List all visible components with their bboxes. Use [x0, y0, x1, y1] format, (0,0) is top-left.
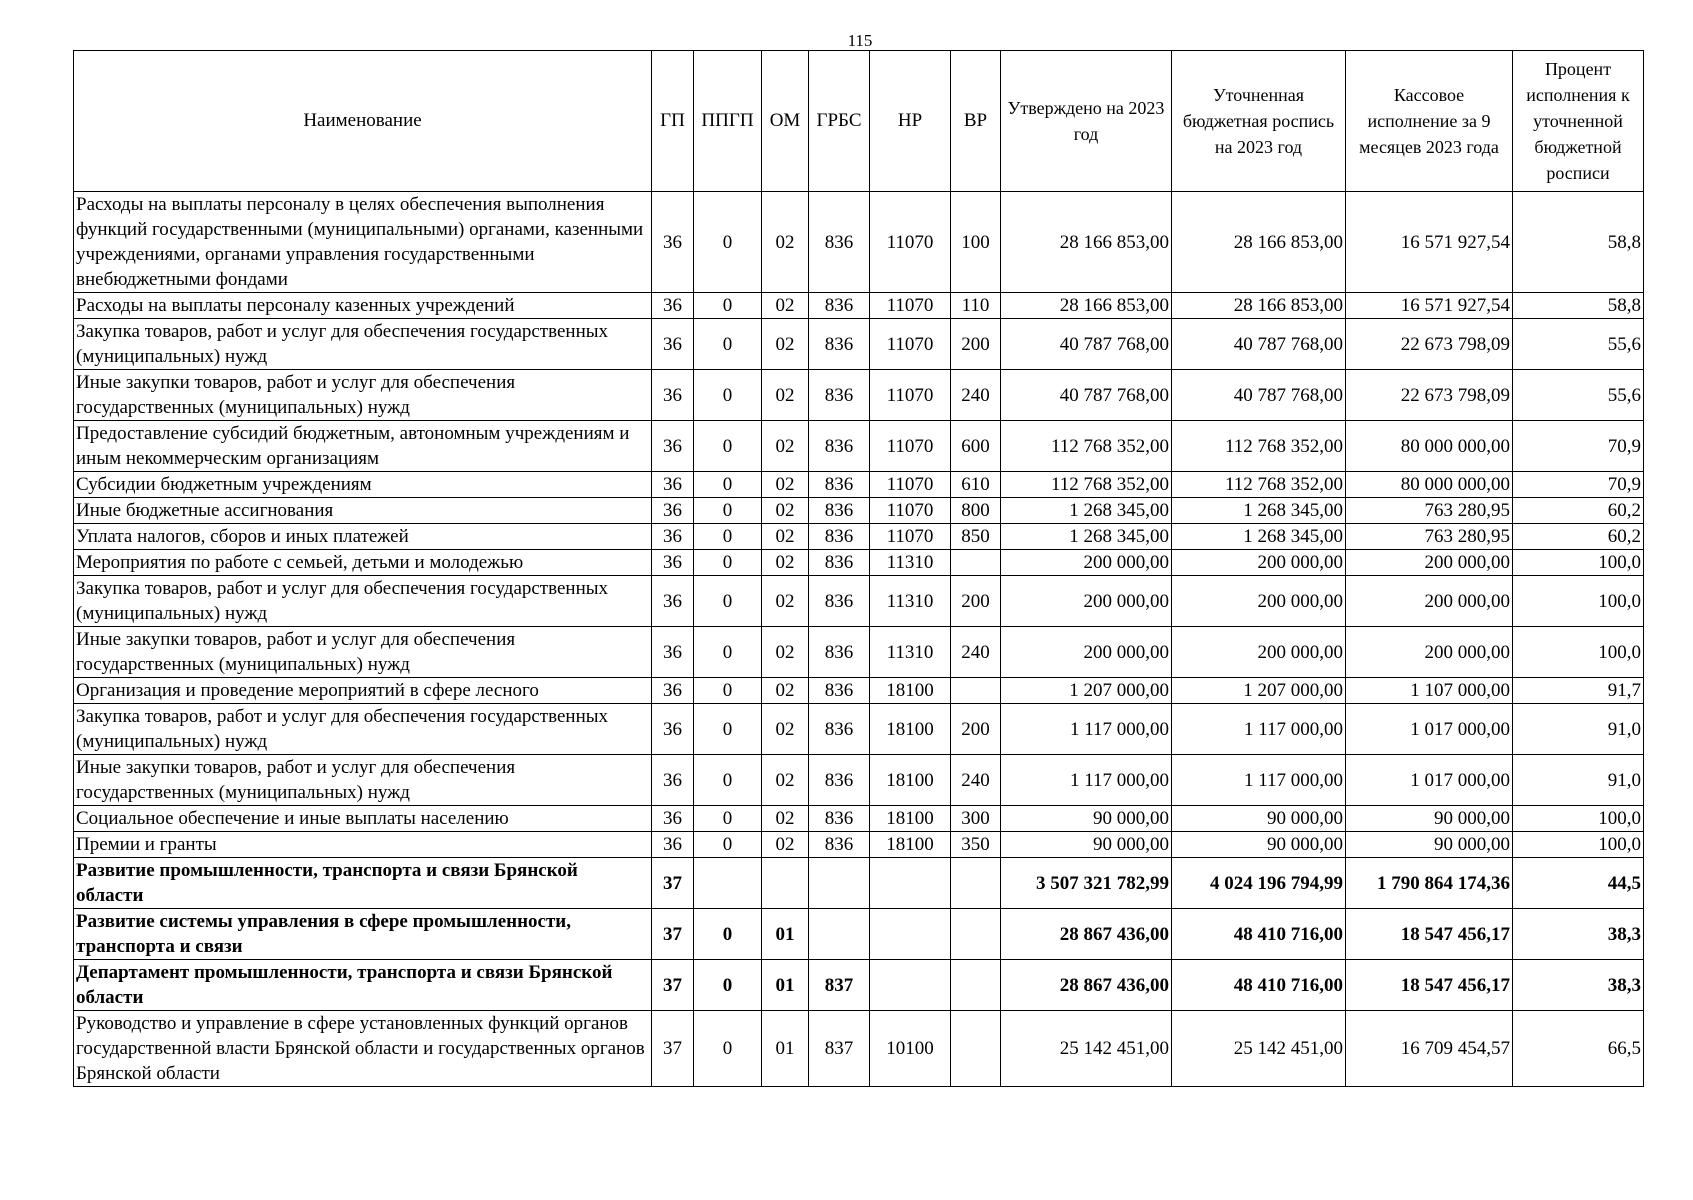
cell-approved: 90 000,00: [1001, 832, 1172, 858]
header-percent: Процент исполнения к уточненной бюджетной росписи: [1513, 51, 1644, 192]
cell-refined: 200 000,00: [1172, 576, 1346, 627]
cell-percent: 58,8: [1513, 293, 1644, 319]
cell-nr: 11310: [870, 576, 951, 627]
table-row: [74, 704, 1644, 755]
cell-approved: 28 166 853,00: [1001, 293, 1172, 319]
cell-grbs: 836: [809, 832, 870, 858]
cell-ppgp: 0: [694, 832, 762, 858]
cell-cash: 90 000,00: [1346, 806, 1513, 832]
cell-refined: 90 000,00: [1172, 806, 1346, 832]
cell-om: 02: [762, 319, 809, 370]
cell-approved: 3 507 321 782,99: [1001, 858, 1172, 909]
cell-name: Мероприятия по работе с семьей, детьми и молодежью: [74, 550, 652, 576]
cell-name: Закупка товаров, работ и услуг для обеспечения государственных (муниципальных) нужд: [74, 704, 652, 755]
cell-cash: 80 000 000,00: [1346, 472, 1513, 498]
header-vr: ВР: [951, 51, 1001, 192]
cell-om: 02: [762, 472, 809, 498]
cell-ppgp: 0: [694, 960, 762, 1011]
cell-vr: 110: [951, 293, 1001, 319]
cell-ppgp: 0: [694, 909, 762, 960]
cell-om: 02: [762, 832, 809, 858]
cell-nr: 18100: [870, 832, 951, 858]
cell-vr: 240: [951, 755, 1001, 806]
cell-name: Иные бюджетные ассигнования: [74, 498, 652, 524]
cell-ppgp: 0: [694, 192, 762, 293]
cell-gp: 36: [652, 678, 694, 704]
cell-grbs: 836: [809, 704, 870, 755]
cell-nr: 11310: [870, 550, 951, 576]
cell-name: Закупка товаров, работ и услуг для обеспечения государственных (муниципальных) нужд: [74, 319, 652, 370]
cell-grbs: [809, 858, 870, 909]
cell-ppgp: 0: [694, 524, 762, 550]
cell-nr: 11070: [870, 421, 951, 472]
header-grbs: ГРБС: [809, 51, 870, 192]
cell-cash: 200 000,00: [1346, 627, 1513, 678]
cell-gp: 36: [652, 627, 694, 678]
cell-refined: 25 142 451,00: [1172, 1011, 1346, 1087]
cell-vr: 200: [951, 576, 1001, 627]
header-om: ОМ: [762, 51, 809, 192]
cell-approved: 40 787 768,00: [1001, 370, 1172, 421]
table-row: [74, 960, 1644, 1011]
cell-refined: 112 768 352,00: [1172, 421, 1346, 472]
header-refined: Уточненная бюджетная роспись на 2023 год: [1172, 51, 1346, 192]
table-row: [74, 909, 1644, 960]
cell-name: Организация и проведение мероприятий в сфере лесного: [74, 678, 652, 704]
table-row: [74, 678, 1644, 704]
cell-cash: 16 571 927,54: [1346, 192, 1513, 293]
cell-refined: 28 166 853,00: [1172, 293, 1346, 319]
cell-percent: 55,6: [1513, 319, 1644, 370]
table-row: [74, 192, 1644, 293]
header-ppgp: ППГП: [694, 51, 762, 192]
cell-om: 02: [762, 627, 809, 678]
cell-approved: 1 117 000,00: [1001, 755, 1172, 806]
cell-grbs: 836: [809, 370, 870, 421]
cell-om: 01: [762, 909, 809, 960]
cell-cash: 1 017 000,00: [1346, 755, 1513, 806]
cell-approved: 1 268 345,00: [1001, 498, 1172, 524]
cell-ppgp: 0: [694, 704, 762, 755]
cell-name: Закупка товаров, работ и услуг для обеспечения государственных (муниципальных) нужд: [74, 576, 652, 627]
cell-om: 02: [762, 576, 809, 627]
cell-ppgp: 0: [694, 319, 762, 370]
cell-nr: 18100: [870, 704, 951, 755]
cell-name: Иные закупки товаров, работ и услуг для обеспечения государственных (муниципальных) нужд: [74, 755, 652, 806]
cell-cash: 90 000,00: [1346, 832, 1513, 858]
table-row: [74, 550, 1644, 576]
cell-percent: 70,9: [1513, 472, 1644, 498]
cell-vr: 100: [951, 192, 1001, 293]
cell-name: Предоставление субсидий бюджетным, автономным учреждениям и иным некоммерческим организациям: [74, 421, 652, 472]
cell-vr: 300: [951, 806, 1001, 832]
cell-om: 01: [762, 960, 809, 1011]
cell-om: 02: [762, 192, 809, 293]
cell-ppgp: 0: [694, 370, 762, 421]
cell-name: Субсидии бюджетным учреждениям: [74, 472, 652, 498]
cell-gp: 36: [652, 293, 694, 319]
table-row: [74, 858, 1644, 909]
cell-vr: 610: [951, 472, 1001, 498]
cell-refined: 1 207 000,00: [1172, 678, 1346, 704]
cell-gp: 36: [652, 755, 694, 806]
cell-approved: 28 867 436,00: [1001, 960, 1172, 1011]
cell-name: Развитие системы управления в сфере промышленности, транспорта и связи: [74, 909, 652, 960]
cell-cash: 1 107 000,00: [1346, 678, 1513, 704]
cell-approved: 1 268 345,00: [1001, 524, 1172, 550]
cell-nr: 11070: [870, 370, 951, 421]
cell-percent: 58,8: [1513, 192, 1644, 293]
cell-nr: 11070: [870, 524, 951, 550]
cell-om: 02: [762, 293, 809, 319]
table-row: [74, 524, 1644, 550]
cell-om: 02: [762, 678, 809, 704]
cell-percent: 66,5: [1513, 1011, 1644, 1087]
cell-nr: 10100: [870, 1011, 951, 1087]
cell-cash: 18 547 456,17: [1346, 960, 1513, 1011]
cell-cash: 763 280,95: [1346, 524, 1513, 550]
cell-nr: 11310: [870, 627, 951, 678]
table-row: [74, 370, 1644, 421]
cell-grbs: 836: [809, 627, 870, 678]
cell-refined: 48 410 716,00: [1172, 909, 1346, 960]
cell-vr: 200: [951, 319, 1001, 370]
table-row: [74, 627, 1644, 678]
cell-gp: 36: [652, 421, 694, 472]
cell-cash: 18 547 456,17: [1346, 909, 1513, 960]
cell-gp: 36: [652, 524, 694, 550]
cell-ppgp: 0: [694, 421, 762, 472]
cell-name: Расходы на выплаты персоналу казенных учреждений: [74, 293, 652, 319]
cell-vr: 200: [951, 704, 1001, 755]
cell-percent: 100,0: [1513, 806, 1644, 832]
cell-refined: 1 268 345,00: [1172, 498, 1346, 524]
cell-grbs: 836: [809, 550, 870, 576]
cell-nr: 11070: [870, 192, 951, 293]
cell-approved: 28 166 853,00: [1001, 192, 1172, 293]
cell-om: 02: [762, 370, 809, 421]
table-row: [74, 755, 1644, 806]
cell-percent: 91,0: [1513, 704, 1644, 755]
cell-om: 02: [762, 550, 809, 576]
table-row: [74, 319, 1644, 370]
cell-vr: 600: [951, 421, 1001, 472]
cell-vr: 850: [951, 524, 1001, 550]
cell-refined: 200 000,00: [1172, 550, 1346, 576]
cell-percent: 55,6: [1513, 370, 1644, 421]
cell-ppgp: 0: [694, 576, 762, 627]
cell-percent: 100,0: [1513, 627, 1644, 678]
cell-gp: 37: [652, 909, 694, 960]
cell-om: 02: [762, 755, 809, 806]
cell-nr: 18100: [870, 755, 951, 806]
cell-percent: 60,2: [1513, 524, 1644, 550]
cell-gp: 36: [652, 832, 694, 858]
cell-om: [762, 858, 809, 909]
cell-ppgp: 0: [694, 678, 762, 704]
cell-vr: [951, 858, 1001, 909]
cell-approved: 40 787 768,00: [1001, 319, 1172, 370]
cell-percent: 38,3: [1513, 960, 1644, 1011]
cell-percent: 44,5: [1513, 858, 1644, 909]
cell-cash: 22 673 798,09: [1346, 370, 1513, 421]
cell-cash: 200 000,00: [1346, 550, 1513, 576]
cell-refined: 28 166 853,00: [1172, 192, 1346, 293]
cell-ppgp: 0: [694, 755, 762, 806]
header-cash: Кассовое исполнение за 9 месяцев 2023 года: [1346, 51, 1513, 192]
table-row: [74, 421, 1644, 472]
cell-approved: 112 768 352,00: [1001, 421, 1172, 472]
cell-grbs: 836: [809, 498, 870, 524]
cell-name: Социальное обеспечение и иные выплаты населению: [74, 806, 652, 832]
cell-percent: 60,2: [1513, 498, 1644, 524]
cell-nr: 11070: [870, 498, 951, 524]
cell-approved: 200 000,00: [1001, 550, 1172, 576]
cell-refined: 1 117 000,00: [1172, 755, 1346, 806]
cell-percent: 100,0: [1513, 550, 1644, 576]
cell-percent: 70,9: [1513, 421, 1644, 472]
table-body: [74, 192, 1644, 1087]
cell-percent: 91,7: [1513, 678, 1644, 704]
cell-cash: 763 280,95: [1346, 498, 1513, 524]
header-gp: ГП: [652, 51, 694, 192]
cell-gp: 36: [652, 806, 694, 832]
cell-grbs: 836: [809, 524, 870, 550]
cell-approved: 28 867 436,00: [1001, 909, 1172, 960]
cell-refined: 112 768 352,00: [1172, 472, 1346, 498]
cell-gp: 37: [652, 960, 694, 1011]
cell-ppgp: 0: [694, 498, 762, 524]
header-nr: НР: [870, 51, 951, 192]
cell-name: Департамент промышленности, транспорта и связи Брянской области: [74, 960, 652, 1011]
table-header-row: [74, 51, 1644, 192]
cell-om: 02: [762, 524, 809, 550]
cell-grbs: 836: [809, 192, 870, 293]
cell-approved: 1 207 000,00: [1001, 678, 1172, 704]
cell-grbs: 836: [809, 576, 870, 627]
cell-percent: 100,0: [1513, 832, 1644, 858]
cell-vr: 350: [951, 832, 1001, 858]
cell-ppgp: [694, 858, 762, 909]
cell-approved: 25 142 451,00: [1001, 1011, 1172, 1087]
cell-gp: 36: [652, 550, 694, 576]
cell-nr: 11070: [870, 472, 951, 498]
cell-name: Иные закупки товаров, работ и услуг для обеспечения государственных (муниципальных) нужд: [74, 370, 652, 421]
cell-grbs: 836: [809, 755, 870, 806]
cell-approved: 200 000,00: [1001, 627, 1172, 678]
cell-ppgp: 0: [694, 806, 762, 832]
cell-refined: 48 410 716,00: [1172, 960, 1346, 1011]
cell-vr: 800: [951, 498, 1001, 524]
cell-cash: 200 000,00: [1346, 576, 1513, 627]
cell-om: 02: [762, 806, 809, 832]
cell-name: Иные закупки товаров, работ и услуг для обеспечения государственных (муниципальных) нужд: [74, 627, 652, 678]
cell-refined: 40 787 768,00: [1172, 319, 1346, 370]
table-row: [74, 293, 1644, 319]
cell-cash: 16 709 454,57: [1346, 1011, 1513, 1087]
cell-om: 02: [762, 421, 809, 472]
table-row: [74, 472, 1644, 498]
cell-percent: 100,0: [1513, 576, 1644, 627]
cell-nr: 18100: [870, 678, 951, 704]
cell-grbs: 837: [809, 960, 870, 1011]
table-row: [74, 806, 1644, 832]
cell-refined: 200 000,00: [1172, 627, 1346, 678]
cell-cash: 16 571 927,54: [1346, 293, 1513, 319]
table-row: [74, 576, 1644, 627]
cell-ppgp: 0: [694, 550, 762, 576]
cell-approved: 200 000,00: [1001, 576, 1172, 627]
cell-percent: 91,0: [1513, 755, 1644, 806]
cell-refined: 90 000,00: [1172, 832, 1346, 858]
cell-nr: 11070: [870, 293, 951, 319]
cell-grbs: 836: [809, 472, 870, 498]
cell-vr: [951, 550, 1001, 576]
header-name: Наименование: [74, 51, 652, 192]
cell-gp: 36: [652, 498, 694, 524]
cell-om: 01: [762, 1011, 809, 1087]
cell-vr: [951, 678, 1001, 704]
cell-approved: 112 768 352,00: [1001, 472, 1172, 498]
cell-nr: [870, 909, 951, 960]
cell-approved: 1 117 000,00: [1001, 704, 1172, 755]
cell-gp: 37: [652, 1011, 694, 1087]
cell-grbs: 836: [809, 421, 870, 472]
cell-cash: 22 673 798,09: [1346, 319, 1513, 370]
budget-table: [73, 50, 1644, 1087]
cell-gp: 36: [652, 192, 694, 293]
cell-refined: 1 268 345,00: [1172, 524, 1346, 550]
page-number: 115: [847, 31, 873, 50]
header-approved: Утверждено на 2023 год: [1001, 51, 1172, 192]
cell-gp: 37: [652, 858, 694, 909]
cell-approved: 90 000,00: [1001, 806, 1172, 832]
cell-refined: 4 024 196 794,99: [1172, 858, 1346, 909]
cell-name: Премии и гранты: [74, 832, 652, 858]
cell-grbs: [809, 909, 870, 960]
cell-ppgp: 0: [694, 472, 762, 498]
table-row: [74, 1011, 1644, 1087]
cell-nr: [870, 960, 951, 1011]
cell-name: Уплата налогов, сборов и иных платежей: [74, 524, 652, 550]
cell-vr: [951, 960, 1001, 1011]
cell-name: Руководство и управление в сфере установленных функций органов государственной власти Брянской области и государственных органов Брянской области: [74, 1011, 652, 1087]
cell-ppgp: 0: [694, 627, 762, 678]
cell-nr: [870, 858, 951, 909]
cell-gp: 36: [652, 472, 694, 498]
cell-vr: [951, 1011, 1001, 1087]
cell-om: 02: [762, 498, 809, 524]
cell-percent: 38,3: [1513, 909, 1644, 960]
cell-grbs: 836: [809, 806, 870, 832]
cell-vr: 240: [951, 627, 1001, 678]
table-row: [74, 498, 1644, 524]
cell-vr: 240: [951, 370, 1001, 421]
cell-cash: 1 790 864 174,36: [1346, 858, 1513, 909]
cell-gp: 36: [652, 576, 694, 627]
cell-gp: 36: [652, 704, 694, 755]
cell-vr: [951, 909, 1001, 960]
cell-name: Развитие промышленности, транспорта и связи Брянской области: [74, 858, 652, 909]
cell-grbs: 836: [809, 319, 870, 370]
cell-gp: 36: [652, 370, 694, 421]
cell-grbs: 837: [809, 1011, 870, 1087]
cell-name: Расходы на выплаты персоналу в целях обеспечения выполнения функций государственными (муниципальными) органами, казенными учреждениями, органами управления государственными внебюджетными фондами: [74, 192, 652, 293]
cell-cash: 80 000 000,00: [1346, 421, 1513, 472]
cell-refined: 1 117 000,00: [1172, 704, 1346, 755]
table-row: [74, 832, 1644, 858]
cell-grbs: 836: [809, 678, 870, 704]
cell-om: 02: [762, 704, 809, 755]
cell-nr: 11070: [870, 319, 951, 370]
cell-cash: 1 017 000,00: [1346, 704, 1513, 755]
cell-nr: 18100: [870, 806, 951, 832]
cell-ppgp: 0: [694, 1011, 762, 1087]
cell-ppgp: 0: [694, 293, 762, 319]
cell-grbs: 836: [809, 293, 870, 319]
cell-gp: 36: [652, 319, 694, 370]
cell-refined: 40 787 768,00: [1172, 370, 1346, 421]
